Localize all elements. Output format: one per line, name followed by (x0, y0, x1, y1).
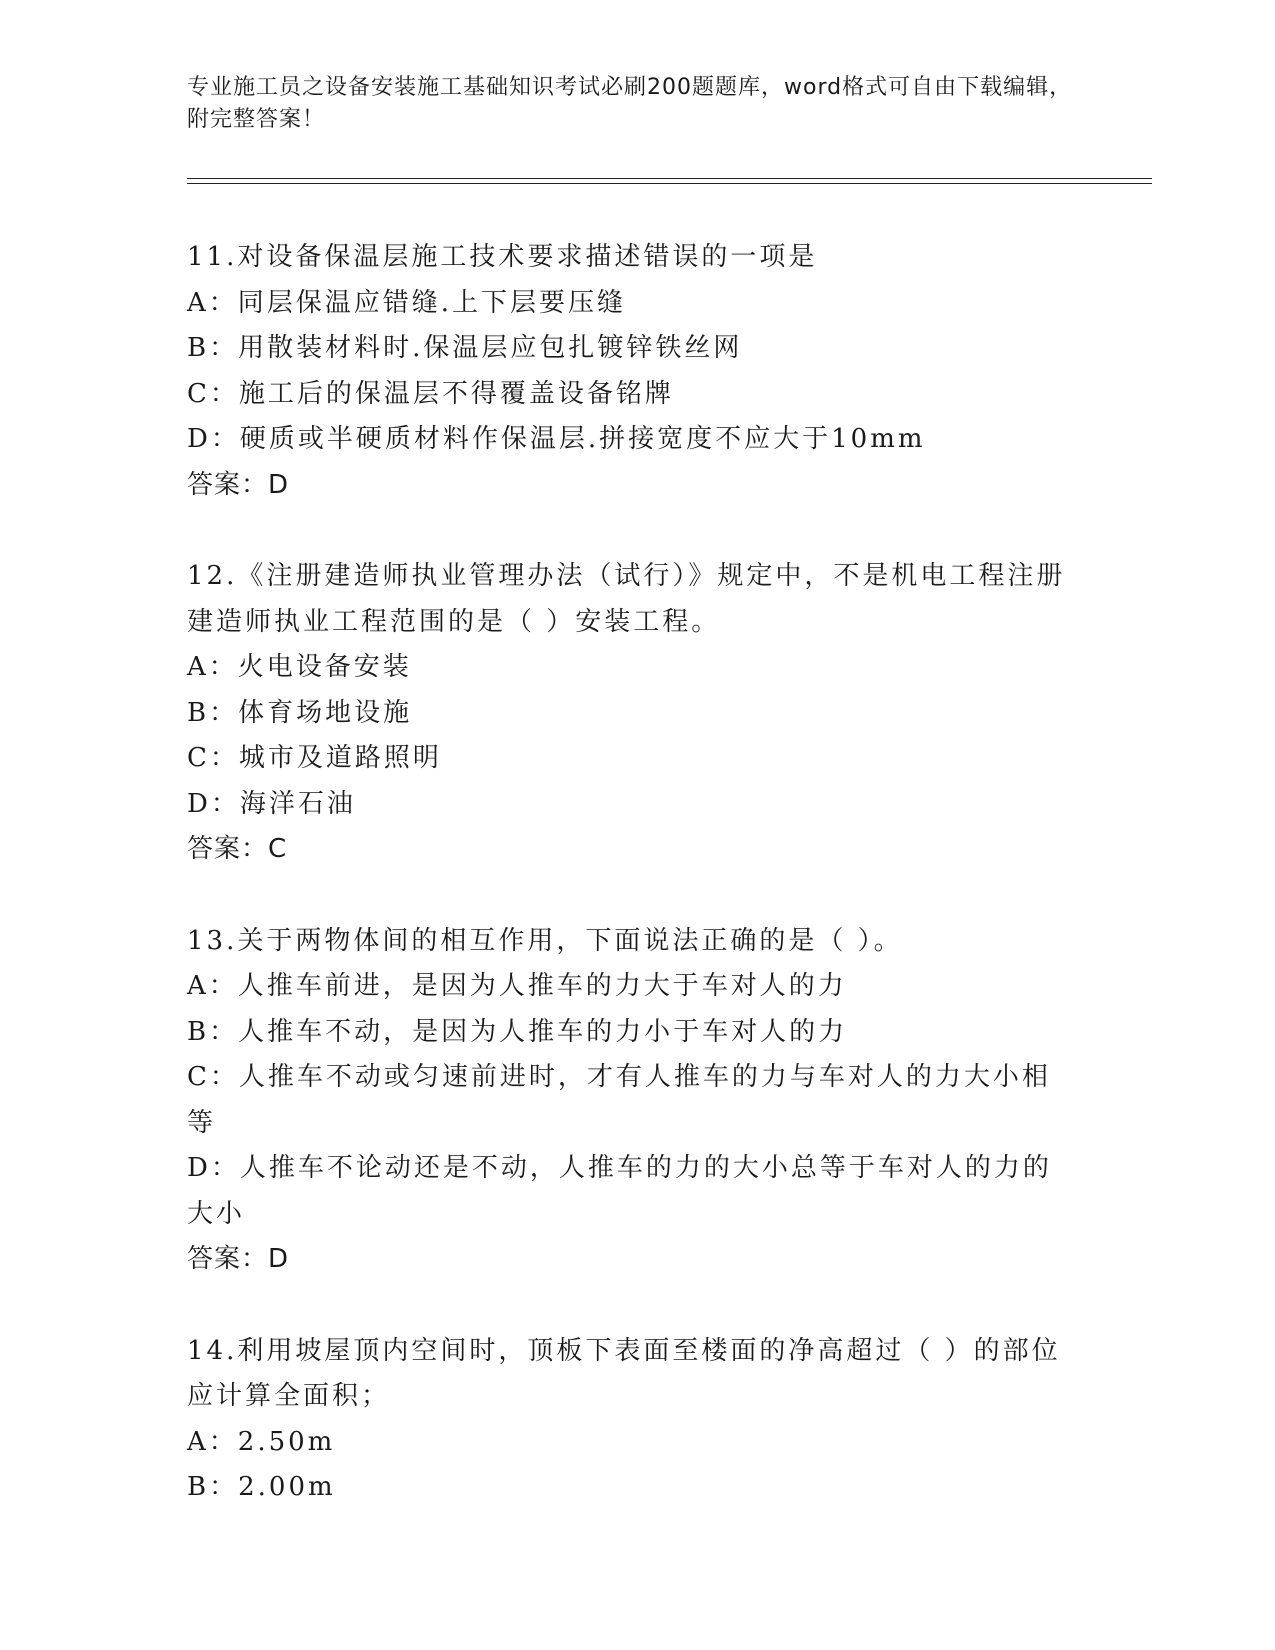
option-d: D：硬质或半硬质材料作保温层.拼接宽度不应大于10mm (187, 424, 926, 454)
question-stem: 12.《注册建造师执业管理办法（试行）》规定中，不是机电工程注册建造师执业工程范围的是（ ）安装工程。 (187, 561, 1066, 637)
option-c: C：城市及道路照明 (187, 743, 442, 773)
option-d: D：海洋石油 (187, 788, 356, 819)
option-d: D：人推车不论动还是不动，人推车的力的大小总等于车对人的力的大小 (187, 1153, 1052, 1229)
question-stem: 14.利用坡屋顶内空间时，顶板下表面至楼面的净高超过（ ）的部位应计算全面积； (187, 1335, 1061, 1411)
option-a: A：火电设备安装 (187, 652, 412, 682)
option-b: B：用散装材料时.保温层应包扎镀锌铁丝网 (187, 333, 743, 363)
question-14 (187, 1329, 1077, 1511)
option-b: B：2.00m (187, 1472, 336, 1502)
document-header: 专业施工员之设备安装施工基础知识考试必刷200题题库，word格式可自由下载编辑，附完整答案！ (187, 75, 1073, 132)
option-a: A：2.50m (187, 1426, 336, 1457)
header-divider-top (187, 178, 1152, 179)
option-a: A：同层保温应错缝.上下层要压缝 (187, 287, 627, 318)
question-11 (187, 235, 1077, 508)
question-13 (187, 919, 1077, 1283)
question-12 (187, 554, 1077, 873)
question-list (187, 235, 1077, 1557)
answer: 答案：D (187, 1244, 290, 1274)
question-stem: 11.对设备保温层施工技术要求描述错误的一项是 (187, 242, 818, 272)
answer: 答案：C (187, 834, 288, 864)
option-c: C：施工后的保温层不得覆盖设备铭牌 (187, 378, 674, 409)
option-b: B：人推车不动，是因为人推车的力小于车对人的力 (187, 1016, 848, 1047)
answer: 答案：D (187, 469, 290, 500)
option-a: A：人推车前进，是因为人推车的力大于车对人的力 (187, 971, 847, 1001)
question-stem: 13.关于两物体间的相互作用，下面说法正确的是（ ）。 (187, 925, 903, 956)
option-b: B：体育场地设施 (187, 697, 413, 728)
header-divider-bottom (187, 183, 1152, 184)
option-c: C：人推车不动或匀速前进时，才有人推车的力与车对人的力大小相等 (187, 1062, 1051, 1138)
